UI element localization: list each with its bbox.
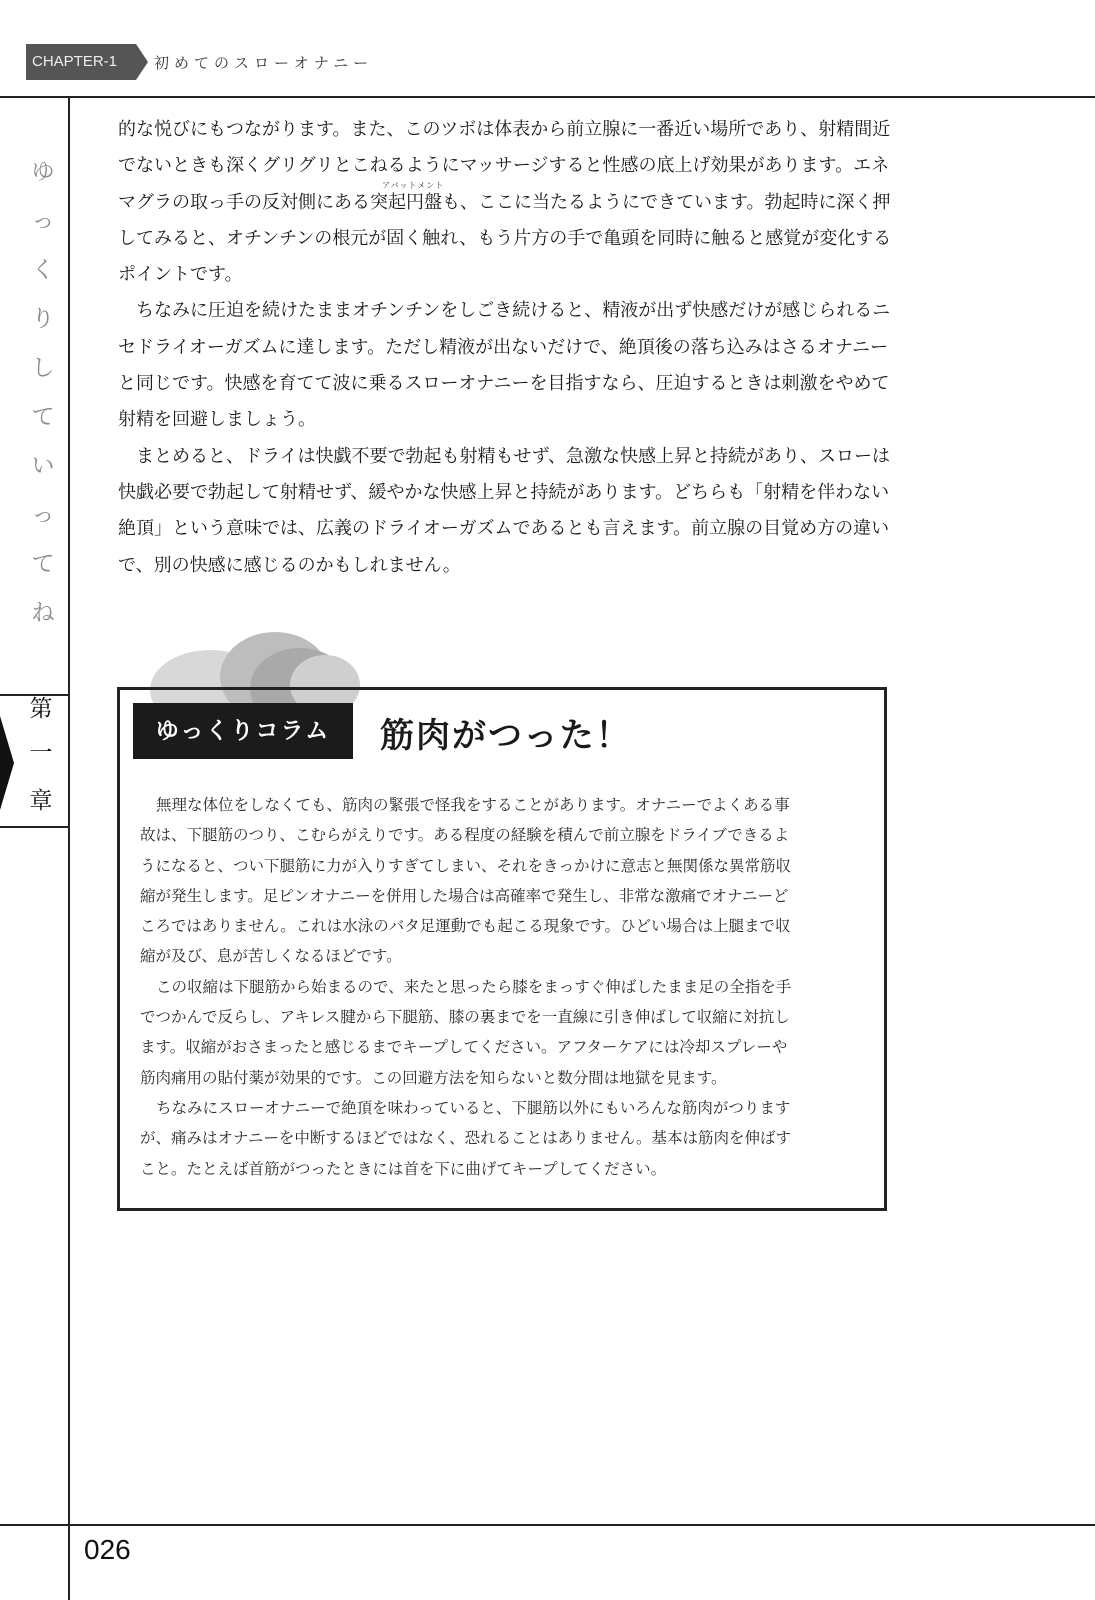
body-text: [118, 112, 950, 584]
text-line: この収縮は下腿筋から始まるので、来たと思ったら膝をまっすぐ伸ばしたまま足の全指を手: [156, 977, 792, 996]
text-line: 縮が及び、息が苦しくなるほどです。: [140, 947, 402, 966]
text-line: 快戯必要で勃起して射精せず、緩やかな快感上昇と持続があります。どちらも「射精を伴わない: [118, 481, 890, 503]
sidebar-char: ゆ: [31, 159, 55, 185]
margin-rule: [68, 96, 70, 1600]
chapter-tag: CHAPTER-1: [26, 44, 136, 80]
paragraph: [118, 112, 950, 293]
text-line: 筋肉痛用の貼付薬が効果的です。この回避方法を知らないと数分間は地獄を見ます。: [140, 1068, 727, 1087]
page-number: 026: [84, 1534, 131, 1565]
text-line: 的な悦びにもつながります。また、このツボは体表から前立腺に一番近い場所であり、射精間近: [118, 119, 891, 140]
paragraph: [140, 1093, 870, 1184]
text-line: でつかんで反らし、アキレス腱から下腿筋、膝の裏までを一直線に引き伸ばして収縮に対抗し: [140, 1008, 790, 1027]
column-label: ゆっくりコラム: [133, 703, 353, 759]
text-line: ちなみに圧迫を続けたままオチンチンをしごき続けると、精液が出ず快感だけが感じられるニ: [136, 300, 891, 322]
chapter-char: 第: [29, 696, 53, 722]
text-line: 射精を回避しましょう。: [118, 409, 316, 431]
sidebar-char: て: [31, 404, 55, 430]
chapter-char: 章: [29, 788, 53, 814]
text-line: ころではありません。これは水泳のバタ足運動でも起こる現象です。ひどい場合は上腿まで収: [140, 917, 791, 936]
text-line: と同じです。快感を育てて波に乗るスローオナニーを目指すなら、圧迫するときは刺激をやめて: [118, 373, 890, 395]
chapter-arrow-icon: [0, 716, 14, 810]
text-line: セドライオーガズムに達します。ただし精液が出ないだけで、絶頂後の落ち込みはさるオナニー: [118, 336, 889, 358]
paragraph: [140, 972, 870, 1093]
paragraph: [140, 790, 870, 972]
sidebar-char: し: [31, 355, 55, 381]
text-line: ポイントです。: [118, 264, 243, 286]
text-line: マグラの取っ手の反対側にある突起円盤も、ここに当たるようにできています。勃起時に深く押: [118, 191, 891, 213]
text-line: でないときも深くグリグリとこねるようにマッサージすると性感の底上げ効果があります。エネ: [118, 155, 890, 177]
sidebar-char: り: [31, 306, 55, 332]
text-line: こと。たとえば首筋がつったときには首を下に曲げてキープしてください。: [140, 1159, 667, 1178]
chapter-tab: [0, 694, 70, 828]
sidebar-char: っ: [31, 502, 55, 528]
text-line: が、痛みはオナニーを中断するほどではなく、恐れることはありません。基本は筋肉を伸ばす: [140, 1129, 792, 1148]
text-line: してみると、オチンチンの根元が固く触れ、もう片方の手で亀頭を同時に触ると感覚が変化する: [118, 227, 892, 249]
bottom-rule: [0, 1524, 1095, 1526]
text-line: 縮が発生します。足ピンオナニーを併用した場合は高確率で発生し、非常な激痛でオナニーど: [140, 886, 789, 905]
text-line: ます。収縮がおさまったと感じるまでキープしてください。アフターケアには冷却スプレーや: [140, 1038, 788, 1057]
sidebar-char: い: [31, 453, 55, 479]
text-line: まとめると、ドライは快戯不要で勃起も射精もせず、急激な快感上昇と持続があり、スローは: [136, 445, 891, 467]
text-line: 故は、下腿筋のつり、こむらがえりです。ある程度の経験を積んで前立腺をドライブできるよ: [140, 826, 790, 845]
running-header-title: 初めてのスローオナニー: [154, 54, 374, 72]
text-line: ちなみにスローオナニーで絶頂を味わっていると、下腿筋以外にもいろんな筋肉がつります: [156, 1098, 791, 1117]
paragraph: [118, 439, 950, 584]
column-title: 筋肉がつった！: [380, 716, 632, 756]
column-text: [140, 790, 870, 1184]
text-line: うになると、つい下腿筋に力が入りすぎてしまい、それをきっかけに意志と無関係な異常筋収: [140, 856, 792, 875]
text-line: で、別の快感に感じるのかもしれません。: [118, 554, 461, 576]
ruby-annotation: アパットメント: [382, 181, 445, 190]
sidebar-char: て: [31, 551, 55, 577]
sidebar-vertical-text: [28, 148, 58, 638]
text-line: 絶頂」という意味では、広義のドライオーガズムであるとも言えます。前立腺の目覚め方の違い: [118, 518, 890, 540]
top-rule: [0, 96, 1095, 98]
sidebar-char: っ: [31, 208, 55, 234]
sidebar-char: ね: [31, 600, 55, 626]
chapter-char: 一: [29, 740, 53, 766]
sidebar-char: く: [31, 257, 55, 283]
text-line: 無理な体位をしなくても、筋肉の緊張で怪我をすることがあります。オナニーでよくある事: [156, 796, 790, 814]
paragraph: [118, 293, 950, 438]
